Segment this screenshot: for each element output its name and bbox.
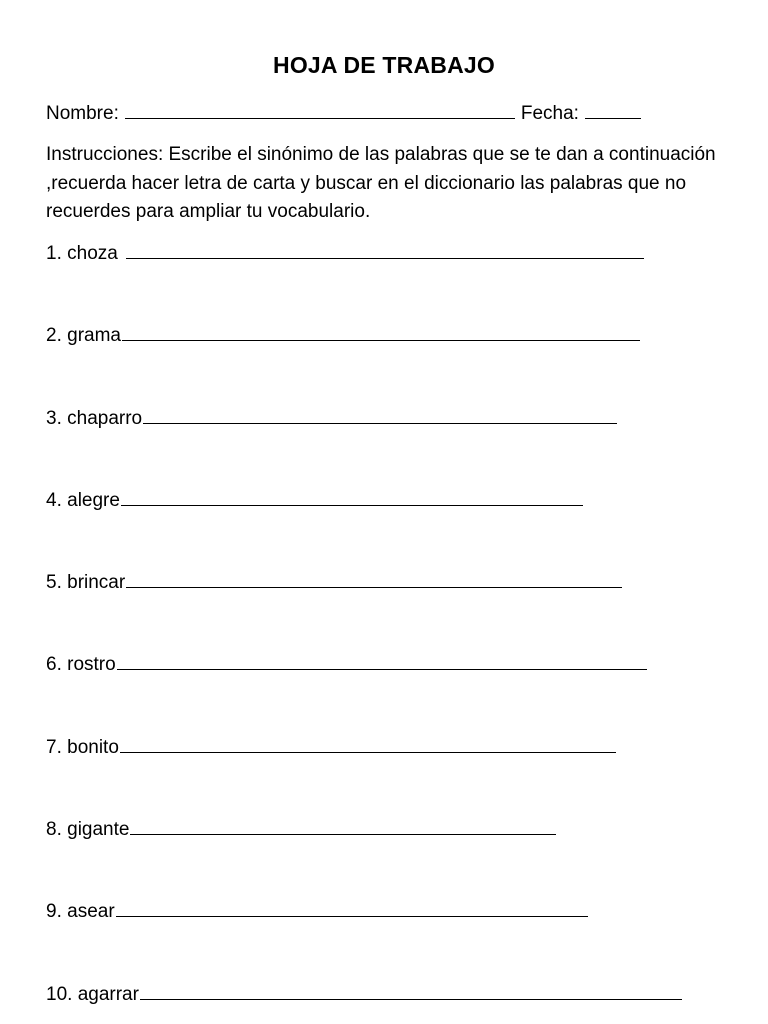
answer-blank[interactable] [117,651,647,670]
list-item [46,240,644,265]
item-label: 8. gigante [46,819,130,840]
item-label: 2. grama [46,325,121,346]
list-item [46,487,583,512]
list-item [46,981,682,1006]
item-label: 4. alegre [46,490,120,511]
item-label: 1. choza [46,243,118,264]
list-item [46,734,616,759]
date-blank[interactable] [585,100,641,119]
answer-blank[interactable] [121,487,583,506]
answer-blank[interactable] [126,240,644,259]
item-label: 10. agarrar [46,984,139,1005]
item-label: 7. bonito [46,737,119,758]
name-blank[interactable] [125,100,515,119]
list-item [46,569,622,594]
item-label: 9. asear [46,901,115,922]
list-item [46,898,588,923]
answer-blank[interactable] [122,322,640,341]
answer-blank[interactable] [143,405,617,424]
list-item [46,322,640,347]
item-label: 5. brincar [46,572,126,593]
answer-blank[interactable] [130,816,556,835]
list-item [46,405,617,430]
answer-blank[interactable] [116,898,588,917]
date-label: Fecha: [520,103,579,124]
item-label: 6. rostro [46,654,116,675]
list-item [46,651,647,676]
answer-blank[interactable] [120,734,616,753]
answer-blank[interactable] [140,981,682,1000]
page-title: HOJA DE TRABAJO [273,52,495,78]
name-date-row [46,100,641,125]
name-label: Nombre: [46,103,119,124]
list-item [46,816,556,841]
instructions-text: Instrucciones: Escribe el sinónimo de las palabras que se te dan a continuación ,recuerda hacer letra de carta y buscar en el diccionario las palabras que no recuerdes para ampliar tu vocabulario. [46,144,716,222]
item-label: 3. chaparro [46,408,143,429]
answer-blank[interactable] [126,569,622,588]
